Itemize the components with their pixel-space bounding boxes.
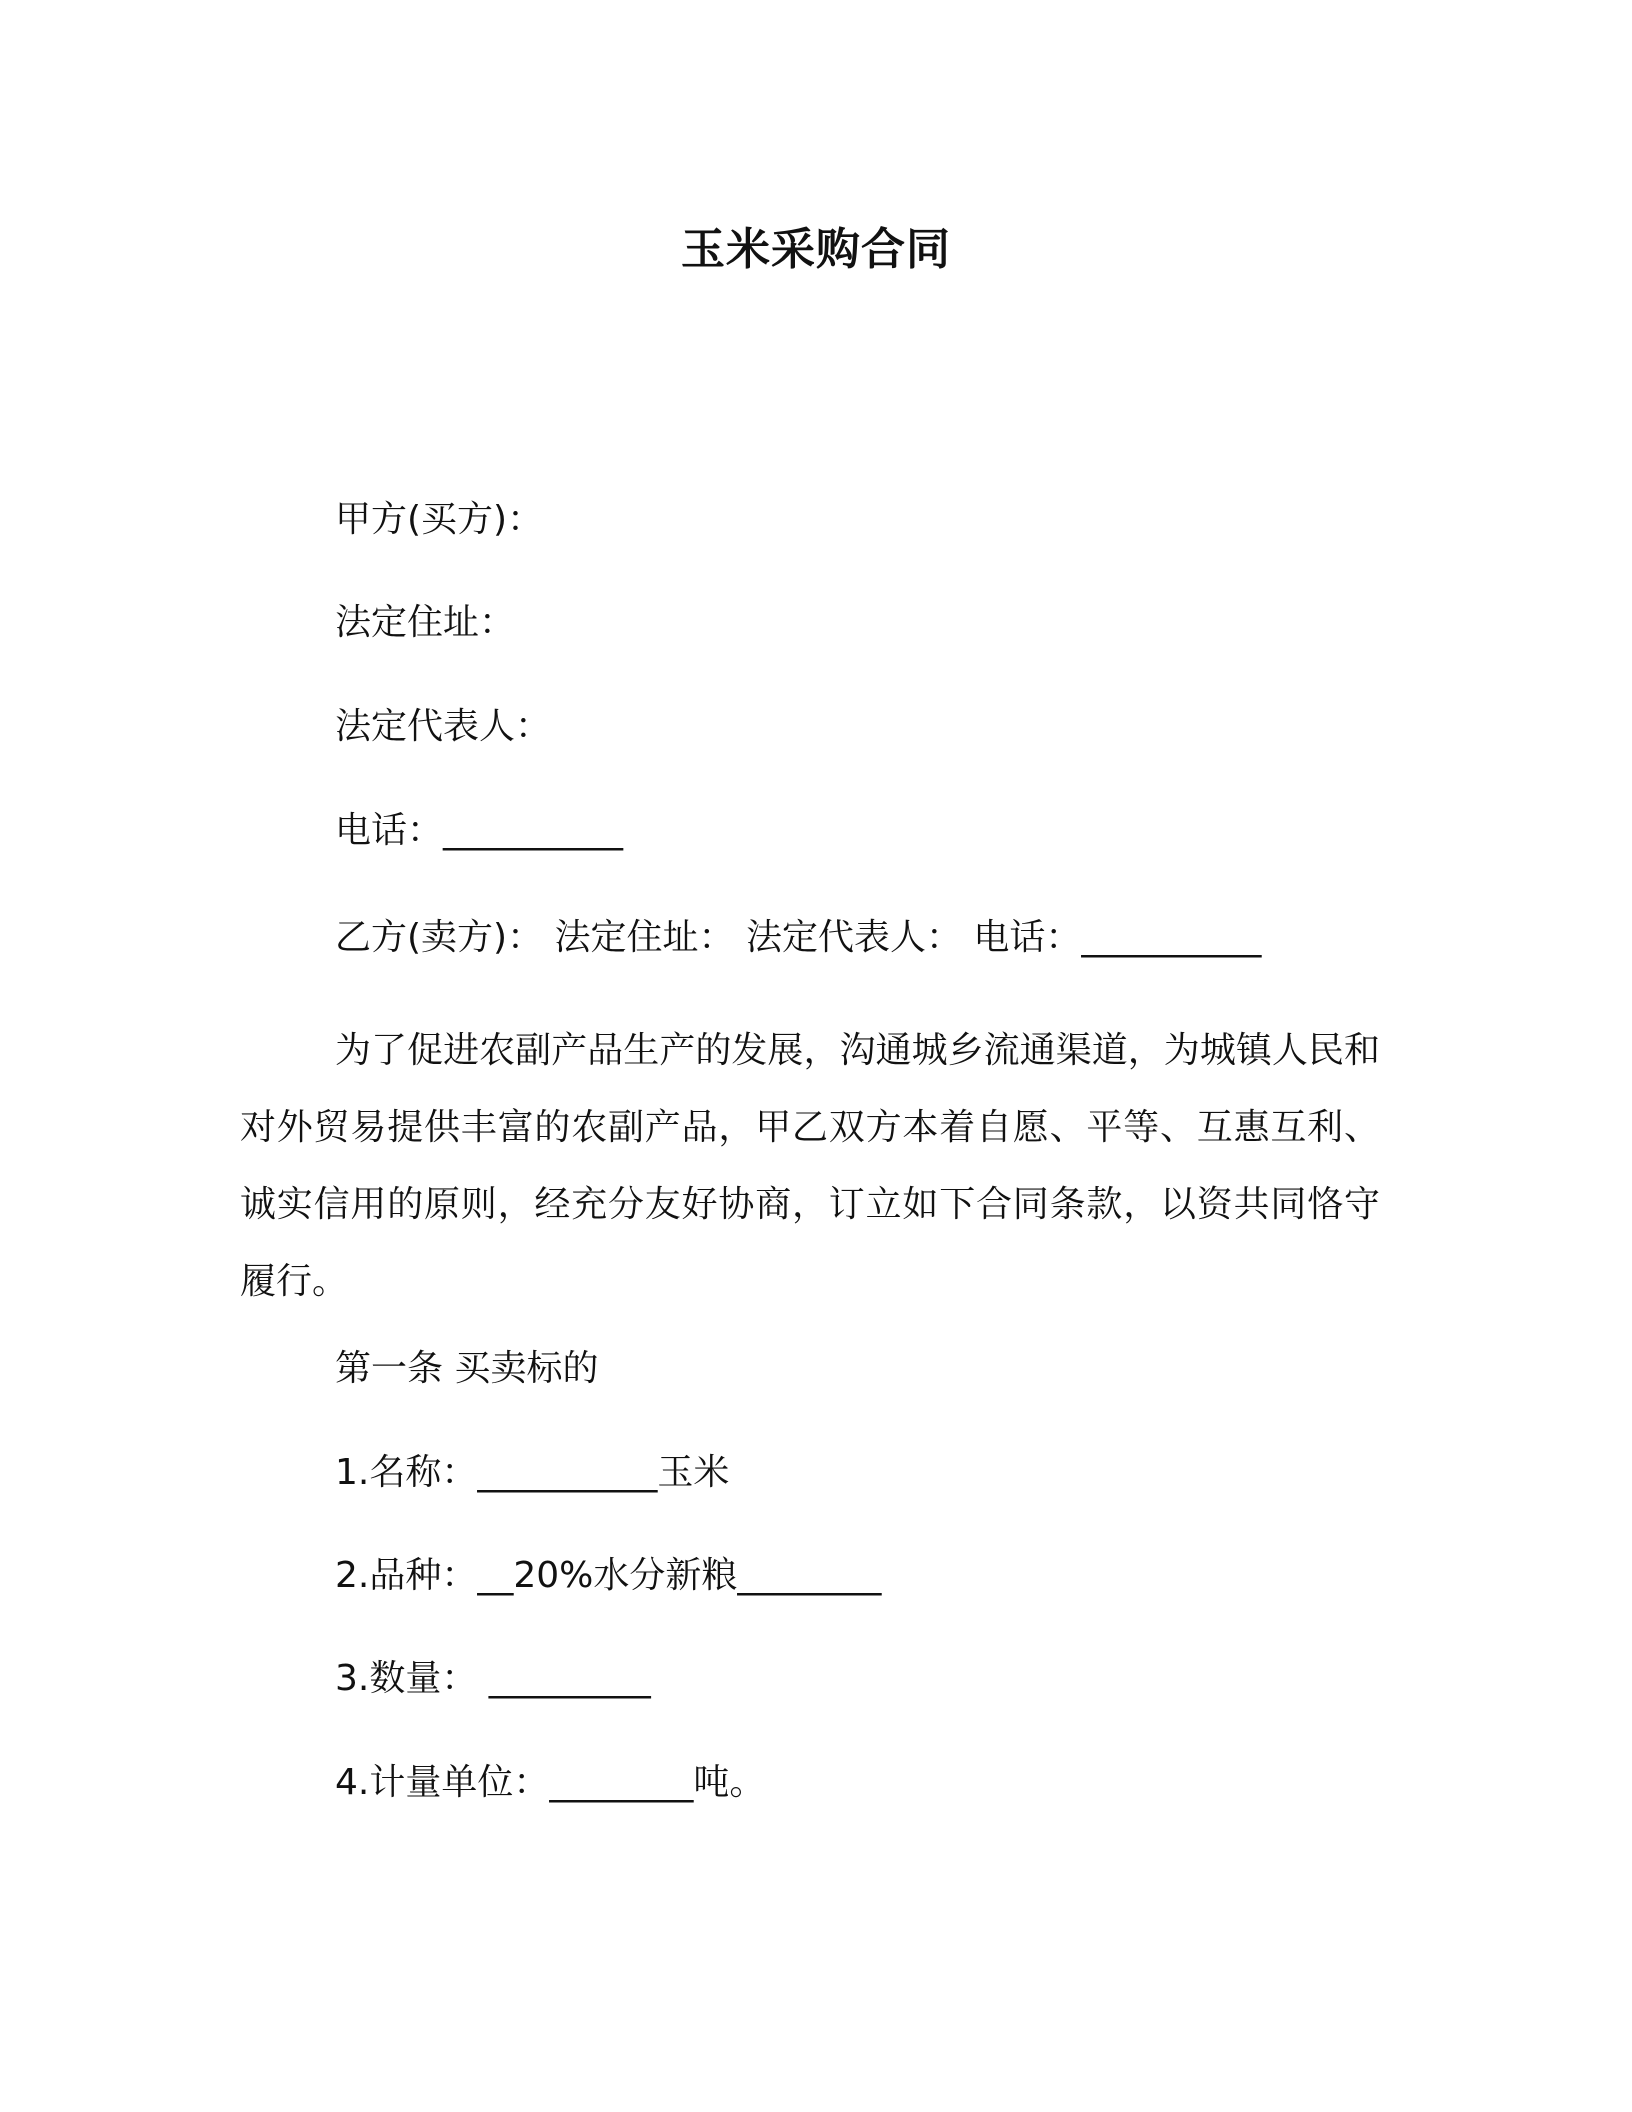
party-a-address: 法定住址： [335,602,516,643]
article-1-item-unit: 4.计量单位：________吨。 [335,1762,766,1803]
article-1-item-variety: 2.品种：__20%水分新粮________ [335,1555,882,1596]
party-a-label: 甲方(买方)： [335,499,544,540]
party-a-phone: 电话：__________ [335,810,624,851]
document-title: 玉米采购合同 [681,224,951,275]
article-1-item-quantity: 3.数量： _________ [335,1658,651,1699]
party-b-line: 乙方(卖方)： 法定住址： 法定代表人： 电话：__________ [335,917,1262,958]
article-1-item-name: 1.名称：__________玉米 [335,1452,730,1493]
party-a-representative: 法定代表人： [335,706,552,747]
article-1-heading: 第一条 买卖标的 [335,1348,599,1389]
preamble-paragraph: 为了促进农副产品生产的发展，沟通城乡流通渠道，为城镇人民和对外贸易提供丰富的农副产品，甲乙双方本着自愿、平等、互惠互利、诚实信用的原则，经充分友好协商，订立如下合同条款，以资共同恪守履行。 [240,1030,1380,1302]
